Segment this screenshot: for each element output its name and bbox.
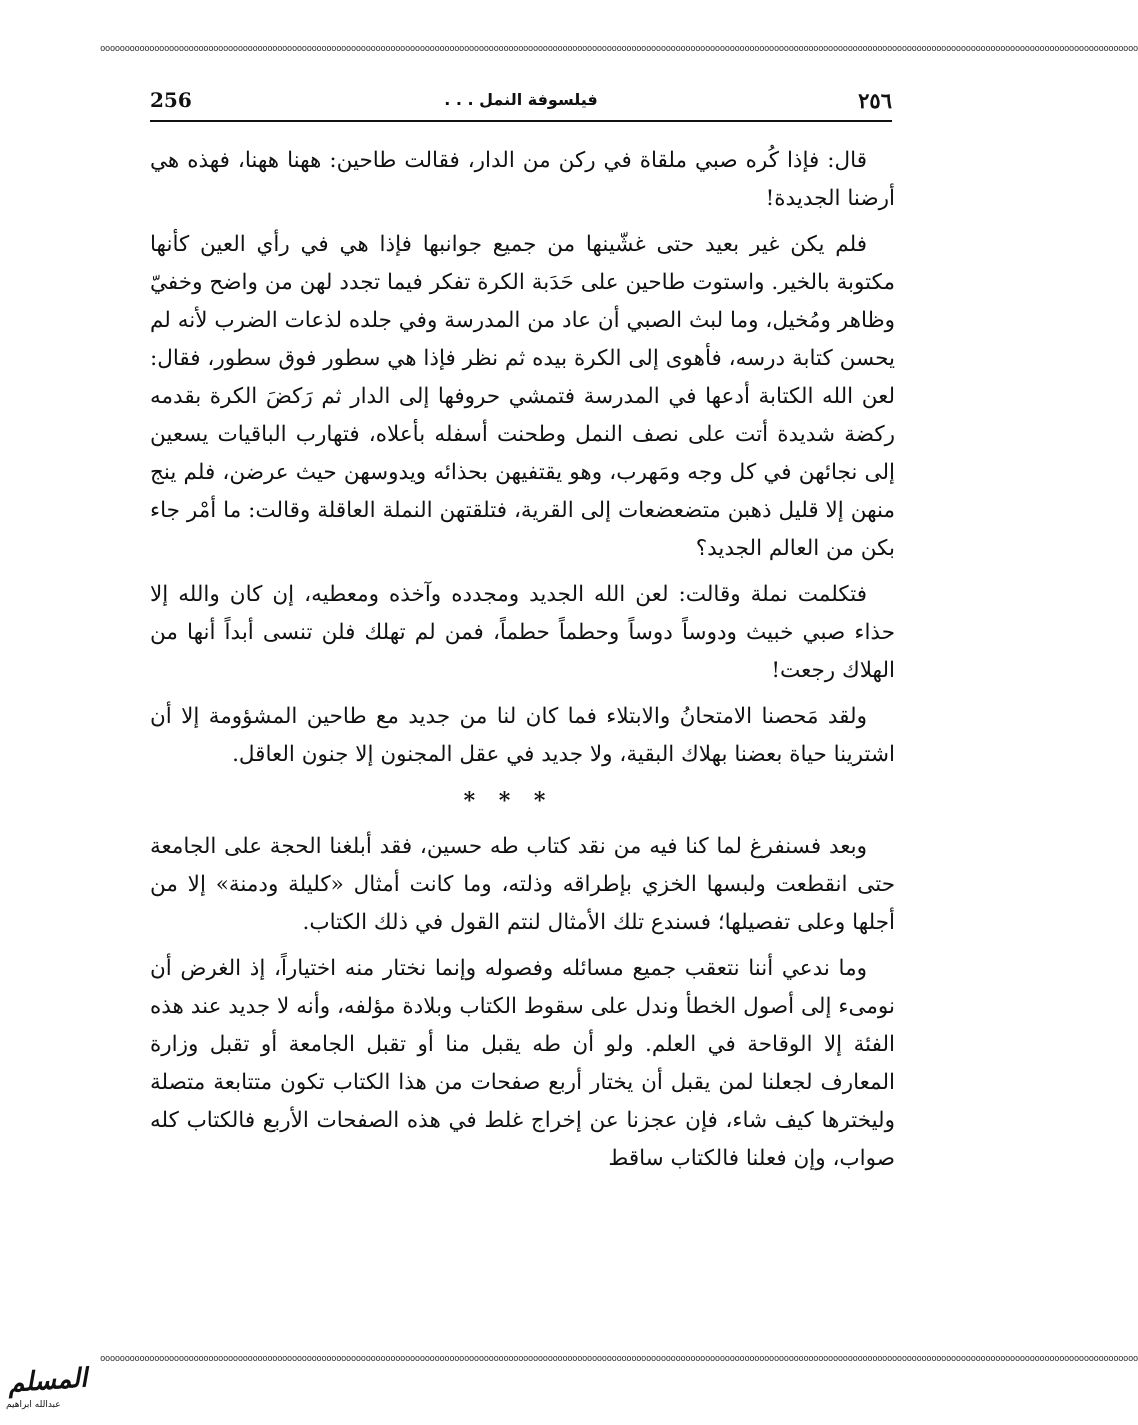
paragraph: فتكلمت نملة وقالت: لعن الله الجديد ومجدده وآخذه ومعطيه، إن كان والله إلا حذاء صبي خبيث ودوساً دوساً وحطماً حطماً، فمن لم تهلك فلن تنسى أبداً أنها من الهلاك رجعت! (150, 582, 895, 683)
watermark-subtext: عبدالله ابراهيم (6, 1400, 61, 1410)
paragraph: وما ندعي أننا نتعقب جميع مسائله وفصوله وإنما نختار منه اختياراً، إذ الغرض أن نومىء إلى أصول الخطأ وندل على سقوط الكتاب وبلادة مؤلفه، وأنه لا جديد عند هذه الفئة إلا الوقاحة في العلم. ولو أن طه يقبل منا أو تقبل الجامعة أو تقبل وزارة المعارف لجعلنا لمن يقبل أن يختار أربع صفحات من هذا الكتاب تكون متتابعة متصلة وليخترها كيف شاء، فإن عجزنا عن إخراج غلط في هذه الصفحات الأربع فالكتاب كله صواب، وإن فعلنا فالكتاب ساقط (150, 956, 895, 1171)
body-text (150, 142, 895, 1186)
running-title: فيلسوفة النمل . . . (444, 90, 598, 109)
top-decorative-border: ooooooooooooooooooooooooooooooooooooooooooooooooooooooooooooooooooooooooooooooooooooooooooooooooooooooooooooooooooooooooooooooooooooooooooooooooooooooooooooooooooooooooooooooooooooooooooooooooooooooooooooooooooo (100, 44, 1138, 54)
paragraph: قال: فإذا كُره صبي ملقاة في ركن من الدار، فقالت طاحين: ههنا ههنا، فهذه هي أرضنا الجديدة! (150, 148, 895, 211)
bottom-decorative-border: ooooooooooooooooooooooooooooooooooooooooooooooooooooooooooooooooooooooooooooooooooooooooooooooooooooooooooooooooooooooooooooooooooooooooooooooooooooooooooooooooooooooooooooooooooooooooooooooooooooooooooooooooooo (100, 1354, 1138, 1364)
paragraph: ولقد مَحصنا الامتحانُ والابتلاء فما كان لنا من جديد مع طاحين المشؤومة إلا أن اشترينا حياة بعضنا بهلاك البقية، ولا جديد في عقل المجنون إلا جنون العاقل. (150, 704, 895, 767)
page-number-arabic: ٢٥٦ (858, 88, 892, 113)
watermark-script: المسلم (7, 1363, 89, 1399)
paragraph: وبعد فسنفرغ لما كنا فيه من نقد كتاب طه حسين، فقد أبلغنا الحجة على الجامعة حتى انقطعت ولبسها الخزي بإطراقه وذلته، وما كانت أمثال «كليلة ودمنة» إلا من أجلها وعلى تفصيلها؛ فسندع تلك الأمثال لنتم القول في ذلك الكتاب. (150, 834, 895, 935)
paragraph: فلم يكن غير بعيد حتى غشّينها من جميع جوانبها فإذا هي في رأي العين كأنها مكتوبة بالخير. واستوت طاحين على حَدَبة الكرة تفكر فيما تجدد لهن من واضح وخفيّ وظاهر ومُخيل، وما لبث الصبي أن عاد من المدرسة وفي جلده لذعات الضرب لأنه لم يحسن كتابة درسه، فأهوى إلى الكرة بيده ثم نظر فإذا هي سطور فوق سطور، فقال: لعن الله الكتابة أدعها في المدرسة فتمشي حروفها إلى الدار ثم رَكضَ الكرة بقدمه ركضة شديدة أتت على نصف النمل وطحنت أسفله بأعلاه، فتهارب الباقيات يسعين إلى نجائهن في كل وجه ومَهرب، وهو يقتفيهن بحذائه ويدوسهن حيث عرضن، فلم ينج منهن إلا قليل ذهبن متضعضعات إلى القرية، فتلقتهن النملة العاقلة وقالت: ما أمْر جاء بكن من العالم الجديد؟ (150, 232, 895, 561)
page-number-latin: 256 (150, 88, 192, 112)
watermark-logo (2, 1360, 98, 1422)
page-header (150, 88, 892, 122)
section-separator: * * * (463, 788, 554, 814)
